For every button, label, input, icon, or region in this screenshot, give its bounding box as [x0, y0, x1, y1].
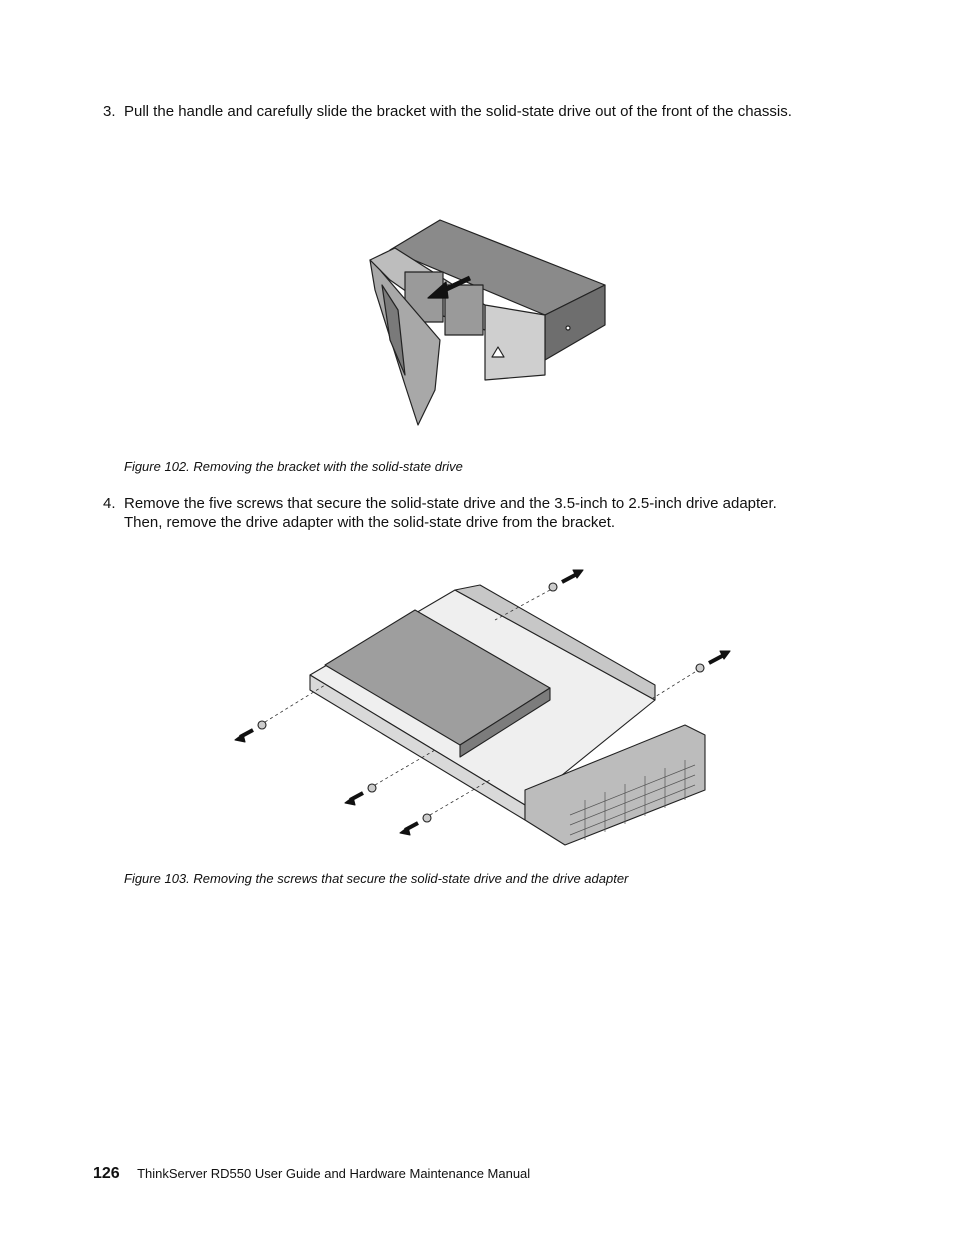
page-number: 126 [93, 1165, 120, 1182]
page-footer [93, 1165, 530, 1183]
document-title: ThinkServer RD550 User Guide and Hardware Maintenance Manual [137, 1166, 531, 1181]
screw-icon [423, 814, 431, 822]
step-number: 4. [103, 495, 116, 512]
screw-icon [696, 664, 704, 672]
step-text-line: Remove the five screws that secure the solid-state drive and the 3.5-inch to 2.5-inch drive adapter. [124, 495, 777, 512]
step-3 [103, 102, 843, 121]
figure-103-caption: Figure 103. Removing the screws that secure the solid-state drive and the drive adapter [124, 871, 629, 886]
screw-removal-illustration [225, 560, 745, 860]
step-text-line: Pull the handle and carefully slide the bracket with the solid-state drive out of the front of the chassis. [124, 103, 792, 120]
drive-end-cap [485, 305, 545, 380]
arrow-icon [709, 655, 724, 663]
screw-hole [566, 326, 570, 330]
step-number: 3. [103, 103, 116, 120]
screw-icon [368, 784, 376, 792]
bracket-removal-illustration [350, 200, 620, 430]
step-text-line: Then, remove the drive adapter with the solid-state drive from the bracket. [124, 514, 616, 531]
figure-102-caption: Figure 102. Removing the bracket with the solid-state drive [124, 459, 463, 474]
screw-icon [258, 721, 266, 729]
step-4 [103, 494, 843, 532]
bracket-window-right [445, 285, 483, 335]
screw-icon [549, 583, 557, 591]
arrow-icon [562, 574, 577, 582]
